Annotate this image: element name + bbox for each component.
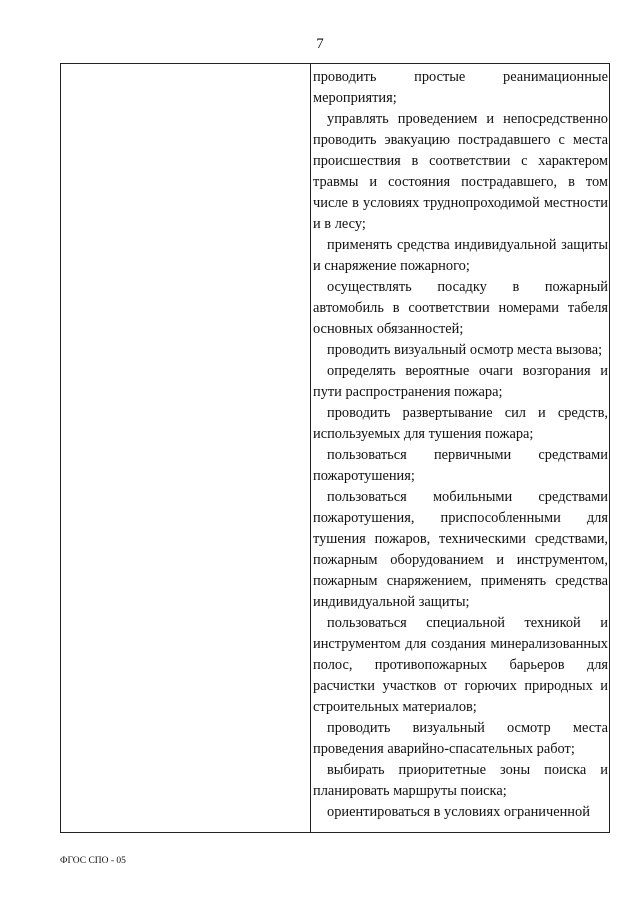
skill-item: пользоваться первичными средствами пожаротушения; bbox=[313, 447, 608, 484]
skill-item: управлять проведением и непосредственно проводить эвакуацию пострадавшего с места происшествия в соответствии с характером травмы и состояния пострадавшего, в том числе в условиях труднопроходимой местности и в лесу; bbox=[313, 111, 608, 232]
skill-item: проводить визуальный осмотр места проведения аварийно-спасательных работ; bbox=[313, 720, 608, 757]
content-table bbox=[60, 63, 610, 833]
skill-item: пользоваться специальной техникой и инструментом для создания минерализованных полос, противопожарных барьеров для расчистки участков от горючих природных и строительных материалов; bbox=[313, 615, 608, 715]
skill-item: выбирать приоритетные зоны поиска и планировать маршруты поиска; bbox=[313, 762, 608, 799]
skill-item: пользоваться мобильными средствами пожаротушения, приспособленными для тушения пожаров, техническими средствами, пожарным оборудованием и инструментом, пожарным снаряжением, применять средства индивидуальной защиты; bbox=[313, 489, 608, 610]
skill-item: ориентироваться в условиях ограниченной bbox=[327, 804, 590, 820]
table-right-cell bbox=[311, 64, 610, 832]
page-number: 7 bbox=[316, 36, 324, 52]
skill-item: проводить простые реанимационные мероприятия; bbox=[313, 69, 608, 106]
skill-item: определять вероятные очаги возгорания и пути распространения пожара; bbox=[313, 363, 608, 400]
skill-item: проводить визуальный осмотр места вызова; bbox=[327, 342, 603, 358]
skill-item: осуществлять посадку в пожарный автомобиль в соответствии номерами табеля основных обязанностей; bbox=[313, 279, 608, 337]
document-footer: ФГОС СПО - 05 bbox=[60, 856, 126, 866]
skill-item: проводить развертывание сил и средств, используемых для тушения пожара; bbox=[313, 405, 608, 442]
skill-item: применять средства индивидуальной защиты и снаряжение пожарного; bbox=[313, 237, 608, 274]
table-left-cell bbox=[61, 64, 311, 832]
